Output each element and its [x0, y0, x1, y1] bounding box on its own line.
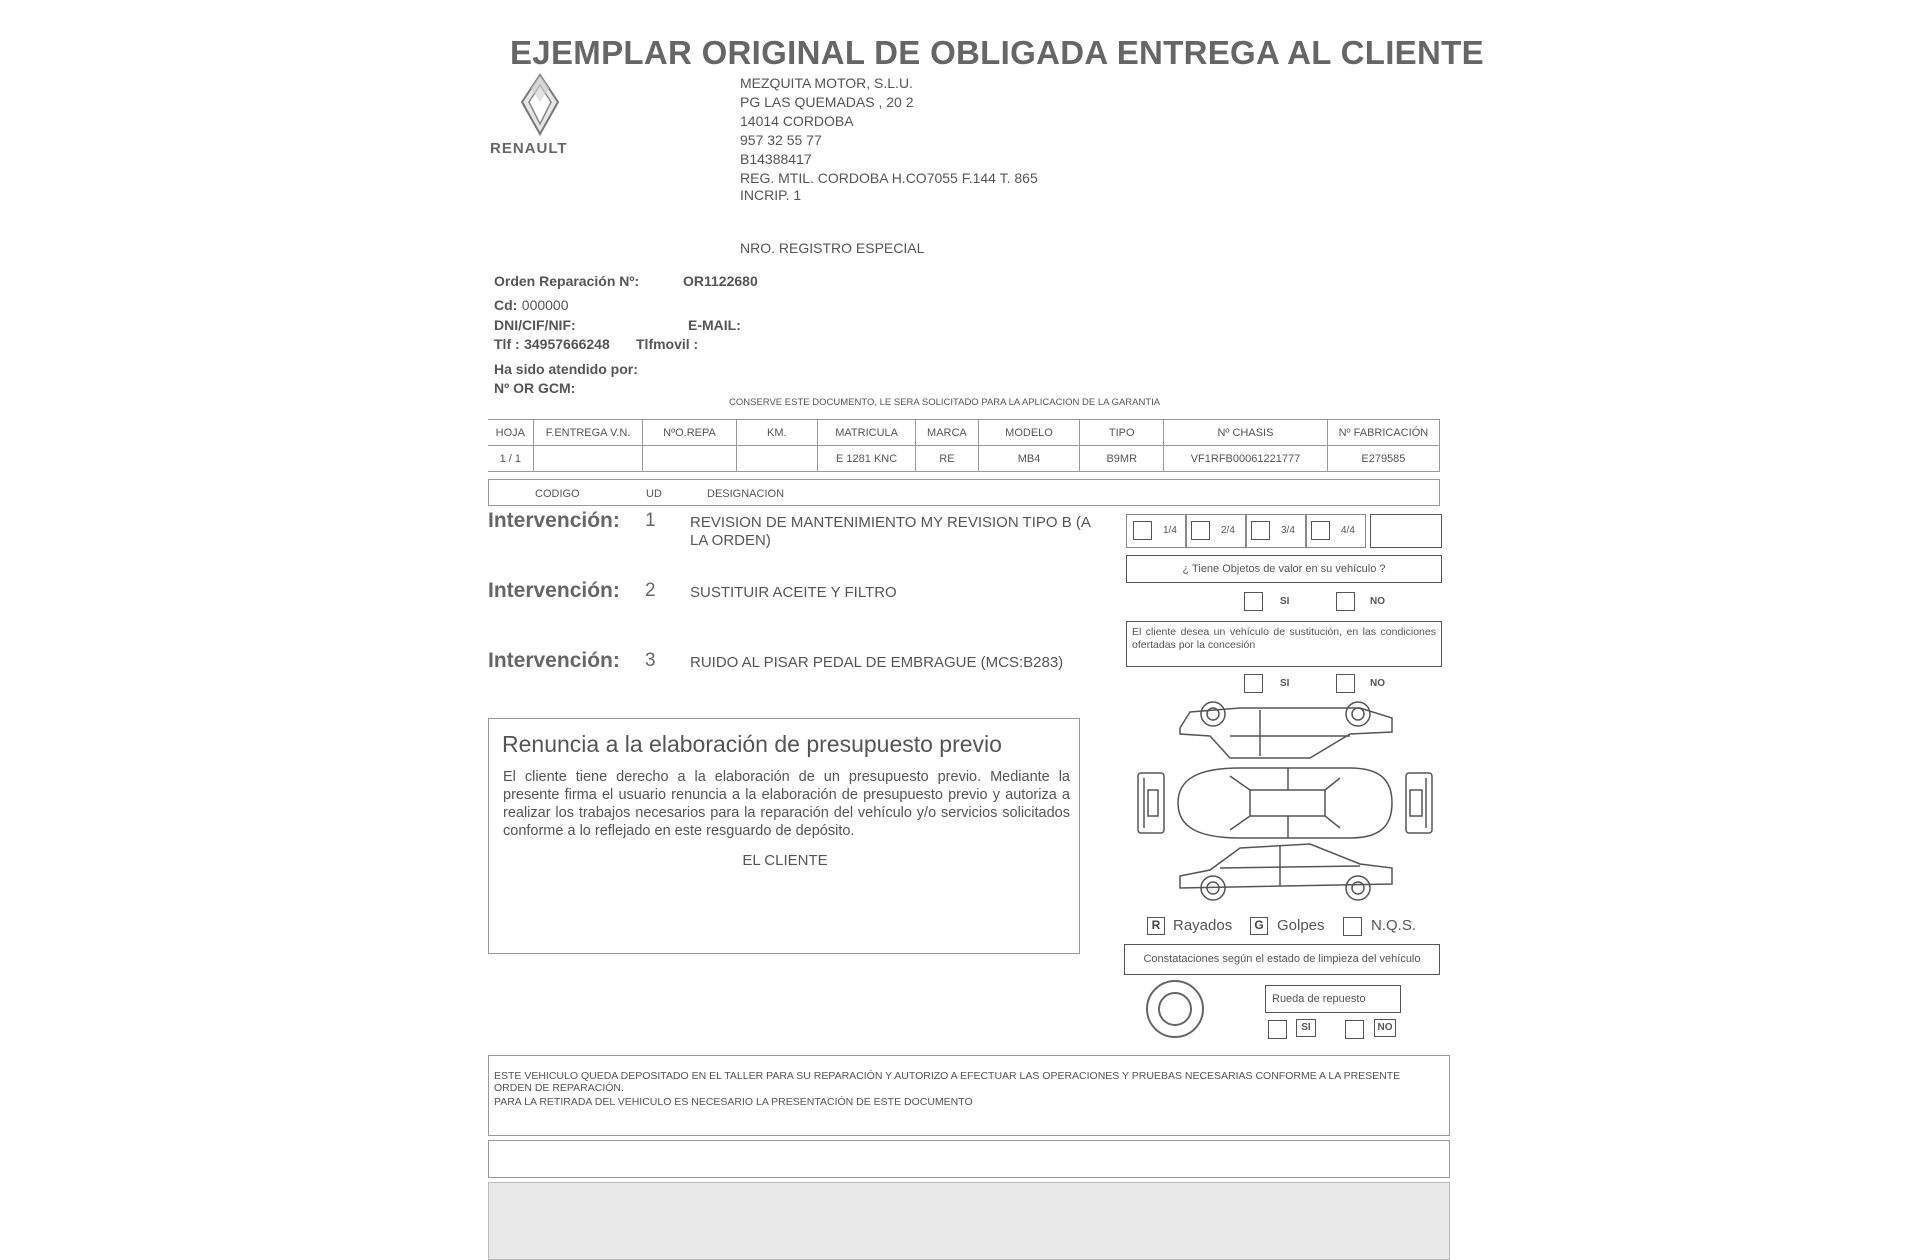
td-chasis: VF1RFB00061221777	[1164, 446, 1328, 472]
signature-area[interactable]	[589, 874, 979, 944]
col-ud: UD	[646, 488, 662, 500]
valuables-question	[1126, 555, 1442, 583]
deposit-box	[488, 1055, 1450, 1136]
substitution-box	[1126, 621, 1442, 667]
tlfmovil-label: Tlfmovil :	[636, 336, 699, 352]
golpes-box[interactable]: G	[1250, 917, 1268, 935]
company-line: INCRIP. 1	[740, 187, 802, 203]
email-label: E-MAIL:	[688, 317, 741, 333]
registro-especial: NRO. REGISTRO ESPECIAL	[740, 240, 925, 256]
intervention-text: REVISION DE MANTENIMIENTO MY REVISION TIPO B (A LA ORDEN)	[690, 514, 1091, 549]
company-line: 14014 CORDOBA	[740, 113, 854, 129]
th-chasis: Nº CHASIS	[1164, 420, 1328, 446]
substitution-si-checkbox[interactable]	[1244, 674, 1263, 693]
company-address	[740, 74, 1038, 202]
fuel-checkbox[interactable]	[1311, 521, 1330, 540]
renault-diamond-icon	[490, 72, 600, 142]
spare-no-checkbox[interactable]	[1345, 1020, 1364, 1039]
car-rear-view	[1406, 773, 1432, 833]
substitution-si-label: SI	[1280, 678, 1290, 689]
orden-label: Orden Reparación Nº:	[494, 273, 640, 289]
th-matricula: MATRICULA	[818, 420, 916, 446]
fuel-level-label: 4/4	[1341, 525, 1355, 536]
nqs-checkbox[interactable]	[1343, 917, 1362, 936]
td-modelo: MB4	[978, 446, 1080, 472]
tlf-value: 34957666248	[524, 336, 610, 352]
td-fentrega	[533, 446, 643, 472]
td-hoja: 1 / 1	[488, 446, 533, 472]
th-fabricacion: Nº FABRICACIÓN	[1327, 420, 1439, 446]
intervention-text: RUIDO AL PISAR PEDAL DE EMBRAGUE (MCS:B283)	[690, 654, 1064, 671]
valuables-si-checkbox[interactable]	[1244, 592, 1263, 611]
th-km: KM.	[736, 420, 818, 446]
spare-wheel-label: Rueda de repuesto	[1272, 993, 1366, 1005]
tlf-row	[494, 336, 610, 354]
fuel-level-label: 3/4	[1281, 525, 1295, 536]
golpes-label: Golpes	[1277, 917, 1325, 934]
car-side-view-bottom	[1180, 844, 1392, 900]
fuel-level-row	[1126, 514, 1442, 548]
td-marca: RE	[916, 446, 978, 472]
document-title: EJEMPLAR ORIGINAL DE OBLIGADA ENTREGA AL CLIENTE	[510, 34, 1484, 71]
th-norepa: NºO.REPA	[643, 420, 736, 446]
fuel-checkbox[interactable]	[1191, 521, 1210, 540]
rayados-box[interactable]: R	[1147, 917, 1165, 935]
columns-header	[488, 479, 1440, 506]
th-marca: MARCA	[916, 420, 978, 446]
tlf-label: Tlf :	[494, 336, 520, 352]
cd-row	[494, 297, 569, 315]
th-tipo: TIPO	[1080, 420, 1164, 446]
intervention-text: SUSTITUIR ACEITE Y FILTRO	[690, 584, 897, 601]
waiver-title: Renuncia a la elaboración de presupuesto previo	[502, 731, 1002, 757]
cd-value: 000000	[521, 297, 569, 313]
car-damage-diagram	[1130, 698, 1450, 908]
company-line: 957 32 55 77	[740, 132, 822, 148]
vehicle-table-header	[488, 420, 1440, 446]
waiver-signer: EL CLIENTE	[742, 852, 828, 869]
company-line: MEZQUITA MOTOR, S.L.U.	[740, 75, 913, 91]
company-line: B14388417	[740, 151, 812, 167]
td-norepa	[643, 446, 736, 472]
valuables-no-checkbox[interactable]	[1336, 592, 1355, 611]
dni-label: DNI/CIF/NIF:	[494, 317, 576, 333]
company-line: REG. MTIL. CORDOBA H.CO7055 F.144 T. 865	[740, 170, 1038, 186]
substitution-no-label: NO	[1370, 678, 1385, 689]
th-modelo: MODELO	[978, 420, 1080, 446]
valuables-question-text: ¿ Tiene Objetos de valor en su vehículo ?	[1182, 563, 1386, 575]
gcm-label: Nº OR GCM:	[494, 380, 576, 396]
car-top-view	[1178, 768, 1392, 838]
fuel-level-label: 1/4	[1163, 525, 1177, 536]
atendido-label: Ha sido atendido por:	[494, 361, 638, 377]
brand-name: RENAULT	[490, 140, 568, 157]
fuel-empty-cell	[1370, 514, 1442, 548]
waiver-box	[488, 718, 1080, 954]
fuel-checkbox[interactable]	[1133, 521, 1152, 540]
warranty-notice: CONSERVE ESTE DOCUMENTO, LE SERA SOLICITADO PARA LA APLICACION DE LA GARANTIA	[729, 397, 1161, 408]
intervention-label: Intervención:	[488, 509, 620, 532]
fuel-cell	[1246, 514, 1306, 548]
col-codigo: CODIGO	[535, 488, 580, 500]
th-hoja: HOJA	[488, 420, 533, 446]
grey-footer-area	[488, 1182, 1450, 1260]
vehicle-table-row	[488, 446, 1440, 472]
spare-wheel-box	[1265, 985, 1401, 1013]
intervention-number: 2	[645, 580, 656, 601]
td-matricula: E 1281 KNC	[818, 446, 916, 472]
cleanliness-box	[1124, 944, 1440, 975]
blank-row	[488, 1140, 1450, 1178]
fuel-cell	[1126, 514, 1186, 548]
rayados-label: Rayados	[1173, 917, 1233, 934]
waiver-body: El cliente tiene derecho a la elaboración de un presupuesto previo. Mediante la presente firma el usuario renuncia a la elaboración de presupuesto previo y autoriza a realizar los trabajos necesarios para la reparación del vehículo y/o servicios solicitados conforme a lo reflejado en este resguardo de depósito.	[503, 769, 1070, 839]
intervention-number: 3	[645, 650, 656, 671]
cleanliness-text: Constataciones según el estado de limpieza del vehículo	[1143, 953, 1421, 965]
nqs-label: N.Q.S.	[1371, 917, 1417, 934]
intervention-label: Intervención:	[488, 579, 620, 602]
fuel-checkbox[interactable]	[1251, 521, 1270, 540]
fuel-cell	[1306, 514, 1366, 548]
intervention-label: Intervención:	[488, 649, 620, 672]
orden-value: OR1122680	[683, 273, 758, 289]
intervention-number: 1	[645, 510, 656, 531]
deposit-line-1: ESTE VEHICULO QUEDA DEPOSITADO EN EL TALLER PARA SU REPARACIÓN Y AUTORIZO A EFECTUAR LAS OPERACIONES Y PRUEBAS NECESARIAS CONFORME A LA PRESENTE ORDEN DE REPARACIÓN.	[494, 1070, 1401, 1094]
spare-si-label: SI	[1296, 1019, 1316, 1037]
car-front-view	[1138, 773, 1164, 833]
th-fentrega: F.ENTREGA V.N.	[533, 420, 643, 446]
spare-no-label: NO	[1374, 1019, 1396, 1037]
td-tipo: B9MR	[1080, 446, 1164, 472]
substitution-no-checkbox[interactable]	[1336, 674, 1355, 693]
renault-logo	[490, 72, 600, 162]
vehicle-table	[488, 419, 1440, 472]
car-side-view-top	[1180, 702, 1392, 758]
company-line: PG LAS QUEMADAS , 20 2	[740, 94, 914, 110]
fuel-level-label: 2/4	[1221, 525, 1235, 536]
spare-si-checkbox[interactable]	[1268, 1020, 1287, 1039]
substitution-text: El cliente desea un vehículo de sustitución, en las condiciones ofertadas por la concesión	[1132, 626, 1436, 651]
valuables-si-label: SI	[1280, 596, 1290, 607]
col-designacion: DESIGNACION	[707, 488, 785, 500]
td-km	[736, 446, 818, 472]
valuables-no-label: NO	[1370, 596, 1385, 607]
fuel-cell	[1186, 514, 1246, 548]
td-fabricacion: E279585	[1327, 446, 1439, 472]
deposit-line-2: PARA LA RETIRADA DEL VEHICULO ES NECESARIO LA PRESENTACIÓN DE ESTE DOCUMENTO	[494, 1096, 973, 1108]
cd-label: Cd:	[494, 297, 518, 313]
spare-wheel-icon	[1144, 978, 1206, 1040]
